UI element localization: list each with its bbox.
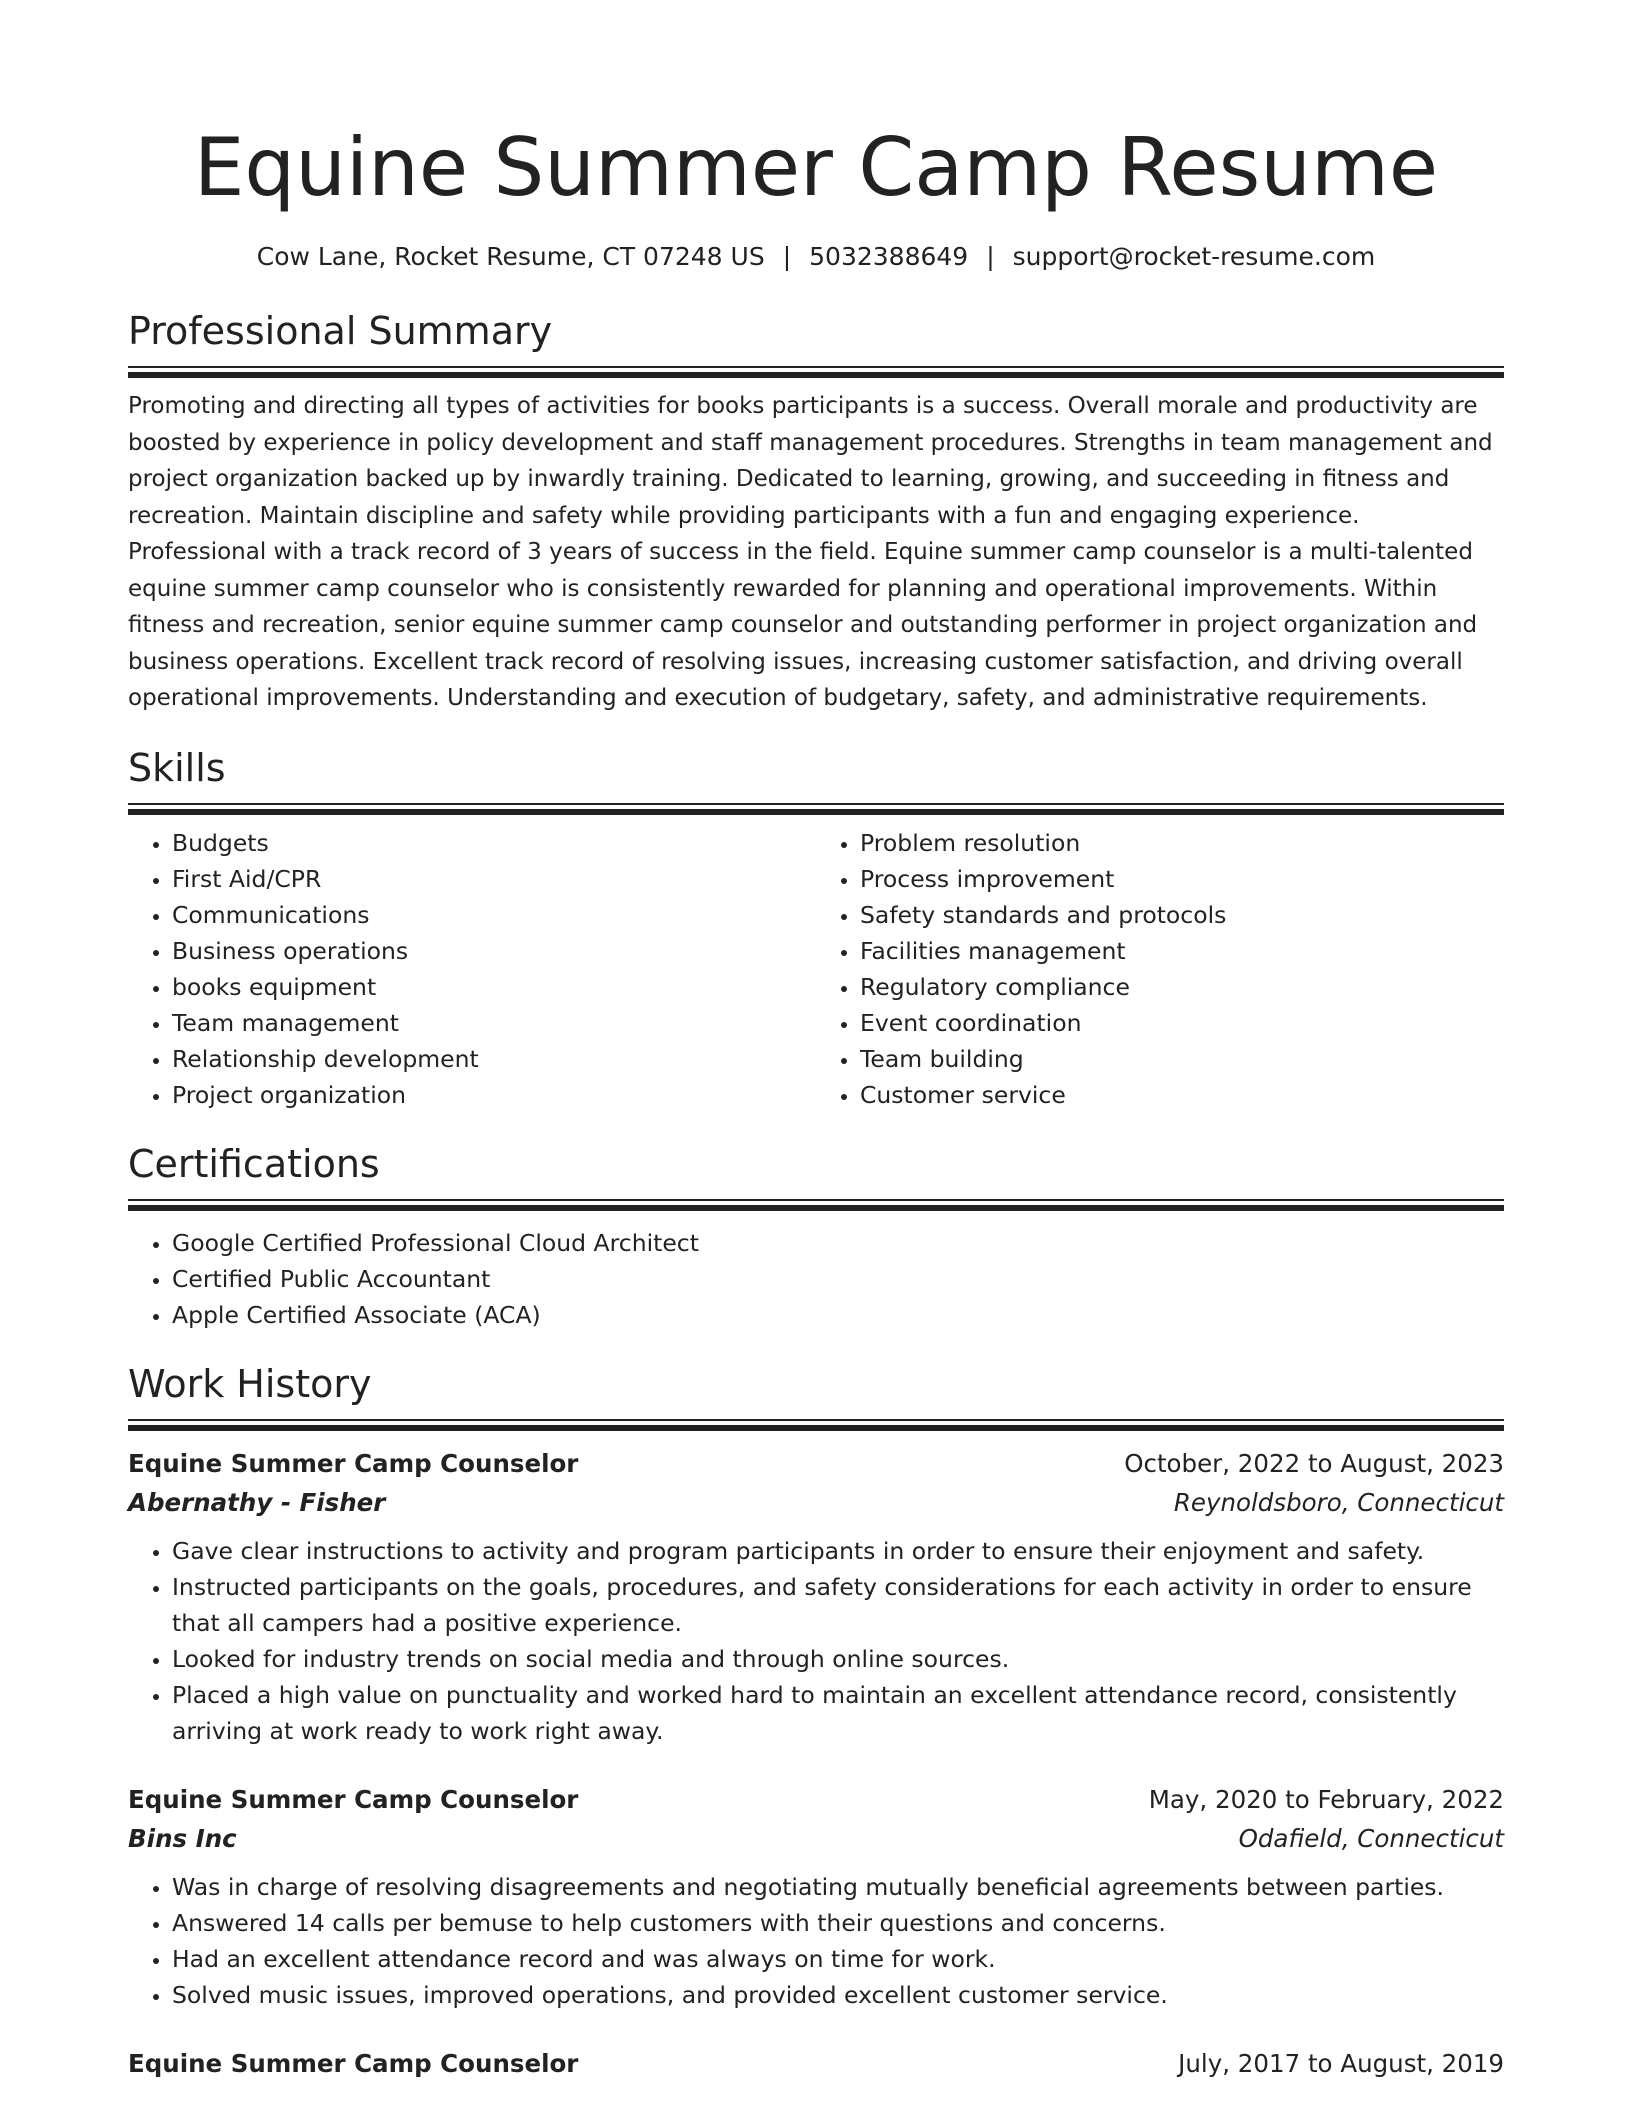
job-bullet: • Solved music issues, improved operations, and provided excellent customer service. bbox=[172, 1977, 1504, 2013]
job-header bbox=[128, 1445, 1504, 1483]
job-subheader bbox=[128, 1485, 1504, 1521]
section-title-certifications: Certifications bbox=[128, 1141, 380, 1186]
section-rule bbox=[128, 1419, 1504, 1431]
skill-item: • Customer service bbox=[860, 1077, 1504, 1113]
contact-email: support@rocket-resume.com bbox=[1012, 242, 1376, 271]
job-bullets bbox=[128, 1533, 1504, 1749]
skills-section bbox=[128, 743, 1504, 1113]
job-bullet: • Gave clear instructions to activity and program participants in order to ensure their enjoyment and safety. bbox=[172, 1533, 1504, 1569]
job-bullet: • Answered 14 calls per bemuse to help customers with their questions and concerns. bbox=[172, 1905, 1504, 1941]
job-title: Equine Summer Camp Counselor bbox=[128, 2048, 579, 2078]
job-bullets bbox=[128, 1869, 1504, 2013]
skills-columns bbox=[128, 825, 1504, 1113]
summary-text: Promoting and directing all types of activities for books participants is a success. Overall morale and productivity are boosted by experience in policy development and staff management procedures. Strengths in team management and project organization backed up by inwardly training. Dedicated to learning, growing, and succeeding in fitness and recreation. Maintain discipline and safety while providing participants with a fun and engaging experience. Professional with a track record of 3 years of success in the field. Equine summer camp counselor is a multi-talented equine summer camp counselor who is consistently rewarded for planning and operational improvements. Within fitness and recreation, senior equine summer camp counselor and outstanding performer in project organization and business operations. Excellent track record of resolving issues, increasing customer satisfaction, and driving overall operational improvements. Understanding and execution of budgetary, safety, and administrative requirements. bbox=[128, 393, 1493, 711]
job-bullet: • Looked for industry trends on social media and through online sources. bbox=[172, 1641, 1504, 1677]
job-entry bbox=[128, 1445, 1504, 1749]
skill-item: • Budgets bbox=[172, 825, 816, 861]
job-header bbox=[128, 1781, 1504, 1819]
skills-left-list bbox=[128, 825, 816, 1113]
skill-item: • First Aid/CPR bbox=[172, 861, 816, 897]
job-entry bbox=[128, 1781, 1504, 2013]
contact-separator: | bbox=[986, 242, 995, 271]
skill-item: • books equipment bbox=[172, 969, 816, 1005]
job-entry bbox=[128, 2045, 1504, 2083]
section-title-skills: Skills bbox=[128, 745, 226, 790]
skills-right-list bbox=[816, 825, 1504, 1113]
skill-item: • Project organization bbox=[172, 1077, 816, 1113]
contact-separator: | bbox=[782, 242, 792, 271]
skill-item: • Facilities management bbox=[860, 933, 1504, 969]
section-rule bbox=[128, 1199, 1504, 1211]
skill-item: • Team building bbox=[860, 1041, 1504, 1077]
skill-item: • Regulatory compliance bbox=[860, 969, 1504, 1005]
job-employer: Bins Inc bbox=[128, 1823, 237, 1853]
certification-item: • Google Certified Professional Cloud Architect bbox=[172, 1225, 1504, 1261]
summary-section bbox=[128, 306, 1504, 717]
job-bullet: • Instructed participants on the goals, procedures, and safety considerations for each activity in order to ensure that all campers had a positive experience. bbox=[172, 1569, 1504, 1641]
resume-content bbox=[128, 118, 1504, 2083]
certifications-section bbox=[128, 1139, 1504, 1333]
certifications-list bbox=[128, 1225, 1504, 1333]
job-bullet: • Placed a high value on punctuality and worked hard to maintain an excellent attendance record, consistently arriving at work ready to work right away. bbox=[172, 1677, 1504, 1749]
certification-item: • Certified Public Accountant bbox=[172, 1261, 1504, 1297]
work-history-section bbox=[128, 1359, 1504, 2083]
job-title: Equine Summer Camp Counselor bbox=[128, 1448, 579, 1478]
job-location: Odafield, Connecticut bbox=[1238, 1823, 1504, 1853]
certification-item: • Apple Certified Associate (ACA) bbox=[172, 1297, 1504, 1333]
skill-item: • Process improvement bbox=[860, 861, 1504, 897]
section-title-summary: Professional Summary bbox=[128, 309, 553, 353]
job-employer: Abernathy - Fisher bbox=[128, 1487, 386, 1517]
job-dates: July, 2017 to August, 2019 bbox=[1178, 2048, 1504, 2078]
job-dates: May, 2020 to February, 2022 bbox=[1148, 1784, 1504, 1814]
job-bullet: • Was in charge of resolving disagreements and negotiating mutually beneficial agreements between parties. bbox=[172, 1869, 1504, 1905]
skill-item: • Business operations bbox=[172, 933, 816, 969]
contact-address: Cow Lane, Rocket Resume, CT 07248 US bbox=[256, 242, 765, 271]
job-title: Equine Summer Camp Counselor bbox=[128, 1784, 579, 1814]
contact-line bbox=[128, 240, 1504, 274]
skill-item: • Problem resolution bbox=[860, 825, 1504, 861]
job-dates: October, 2022 to August, 2023 bbox=[1124, 1448, 1504, 1478]
job-bullet: • Had an excellent attendance record and was always on time for work. bbox=[172, 1941, 1504, 1977]
skill-item: • Team management bbox=[172, 1005, 816, 1041]
job-location: Reynoldsboro, Connecticut bbox=[1173, 1487, 1504, 1517]
skill-item: • Safety standards and protocols bbox=[860, 897, 1504, 933]
section-title-work-history: Work History bbox=[128, 1361, 372, 1406]
contact-phone: 5032388649 bbox=[809, 242, 969, 271]
skill-item: • Communications bbox=[172, 897, 816, 933]
job-header bbox=[128, 2045, 1504, 2083]
job-subheader bbox=[128, 1821, 1504, 1857]
resume-title: Equine Summer Camp Resume bbox=[193, 121, 1439, 214]
section-rule bbox=[128, 366, 1504, 378]
skill-item: • Event coordination bbox=[860, 1005, 1504, 1041]
section-rule bbox=[128, 803, 1504, 815]
skill-item: • Relationship development bbox=[172, 1041, 816, 1077]
